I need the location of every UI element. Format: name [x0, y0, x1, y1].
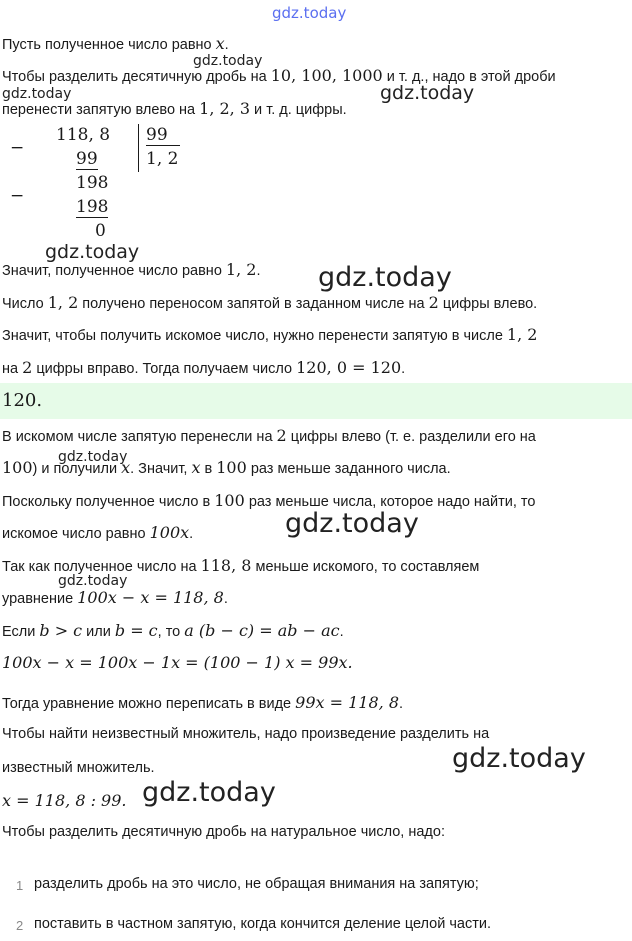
text: . Значит,: [130, 461, 192, 477]
watermark-top: gdz.today: [272, 4, 347, 22]
text: В искомом числе запятую перенесли на: [2, 429, 277, 445]
watermark: gdz.today: [2, 86, 72, 102]
division-remainder: 198: [76, 173, 109, 193]
math: x = 118, 8 : 99.: [2, 791, 127, 810]
text: Значит, полученное число равно: [2, 263, 226, 279]
text: Поскольку полученное число в: [2, 494, 215, 510]
text: .: [339, 624, 344, 640]
text: в: [200, 461, 217, 477]
list-number: 1: [16, 878, 24, 893]
text: .: [401, 361, 406, 377]
math: 100x − x = 118, 8: [77, 588, 224, 607]
watermark: gdz.today: [380, 82, 475, 104]
text: Чтобы разделить десятичную дробь на: [2, 69, 271, 85]
text: .: [256, 263, 261, 279]
division-bar: [138, 124, 139, 172]
text: меньше искомого, то составляем: [251, 559, 480, 575]
text: Так как полученное число на: [2, 559, 201, 575]
text: Тогда уравнение можно переписать в виде: [2, 696, 296, 712]
answer-band: [0, 383, 632, 419]
watermark: gdz.today: [193, 53, 263, 69]
paragraph: [2, 693, 403, 712]
division-remainder: 0: [95, 221, 106, 241]
text: .: [399, 696, 404, 712]
math: 99x = 118, 8: [295, 693, 400, 712]
answer: 120.: [2, 390, 43, 411]
list-text: разделить дробь на это число, не обращая внимания на запятую;: [34, 876, 479, 892]
text: и т. д., надо в этой дроби: [382, 69, 556, 85]
paragraph: [2, 523, 193, 542]
paragraph: [2, 621, 344, 640]
text: Пусть полученное число равно: [2, 37, 216, 53]
text: .: [223, 591, 228, 607]
math: 100x: [149, 523, 190, 542]
paragraph: [2, 260, 260, 279]
text: .: [189, 526, 194, 542]
text: уравнение: [2, 591, 78, 607]
math: 2: [276, 426, 287, 445]
math: b = c: [114, 621, 158, 640]
paragraph: [2, 34, 229, 53]
watermark: gdz.today: [45, 241, 140, 263]
paragraph: [2, 791, 127, 810]
math: 2: [428, 293, 439, 312]
text: перенести запятую влево на: [2, 102, 200, 118]
math: x: [121, 458, 131, 477]
division-minus: −: [10, 138, 25, 158]
division-minus: −: [10, 186, 25, 206]
math: 1, 2: [47, 293, 79, 312]
text: Чтобы разделить десятичную дробь на натуральное число, надо:: [2, 824, 445, 840]
watermark: gdz.today: [452, 743, 586, 774]
paragraph: [2, 653, 353, 672]
text: раз меньше заданного числа.: [246, 461, 451, 477]
text: или: [82, 624, 115, 640]
text: цифры вправо. Тогда получаем число: [32, 361, 297, 377]
paragraph: [2, 358, 405, 377]
list-number: 2: [16, 918, 24, 933]
math: 2: [22, 358, 33, 377]
division-dividend: 118, 8: [56, 125, 111, 145]
paragraph: [2, 293, 537, 312]
math: a (b − c) = ab − ac: [184, 621, 340, 640]
math: 120, 0 = 120: [296, 358, 402, 377]
paragraph: [2, 824, 445, 840]
watermark: gdz.today: [318, 262, 452, 293]
text: Если: [2, 624, 40, 640]
text: ) и получили: [32, 461, 122, 477]
watermark: gdz.today: [58, 449, 128, 465]
text: Значит, чтобы получить искомое число, нужно перенести запятую в числе: [2, 328, 507, 344]
math: 100: [214, 491, 245, 510]
watermark: gdz.today: [58, 573, 128, 589]
watermark: gdz.today: [285, 508, 419, 539]
text: цифры влево (т. е. разделили его на: [286, 429, 536, 445]
math: 100: [216, 458, 247, 477]
text: , то: [157, 624, 185, 640]
math: 1, 2: [225, 260, 257, 279]
paragraph: [2, 325, 537, 344]
text: получено переносом запятой в заданном числе на: [78, 296, 429, 312]
text: раз меньше числа, которое надо найти, то: [244, 494, 536, 510]
math: 100x − x = 100x − 1x = (100 − 1) x = 99x.: [2, 653, 353, 672]
math: 10, 100, 1000: [270, 66, 383, 85]
paragraph: [2, 726, 489, 742]
math: 100: [2, 458, 33, 477]
division-divisor: 99: [146, 125, 180, 146]
text: Чтобы найти неизвестный множитель, надо произведение разделить на: [2, 726, 490, 742]
paragraph: [2, 760, 155, 776]
division-subtrahend: 99: [76, 149, 98, 169]
paragraph: [2, 556, 479, 575]
division-quotient: 1, 2: [146, 149, 179, 169]
math: b > c: [39, 621, 83, 640]
text: .: [224, 37, 229, 53]
math: x: [215, 34, 225, 53]
division-subtrahend: 198: [76, 197, 109, 217]
list-text: поставить в частном запятую, когда кончится деление целой части.: [34, 916, 491, 932]
math: 118, 8: [200, 556, 252, 575]
text: искомое число равно: [2, 526, 150, 542]
paragraph: [2, 66, 556, 85]
paragraph: [2, 458, 451, 477]
paragraph: [2, 491, 535, 510]
paragraph: [2, 426, 536, 445]
math: 1, 2, 3: [199, 99, 251, 118]
text: известный множитель.: [2, 760, 155, 776]
text: Число: [2, 296, 48, 312]
math: 1, 2: [506, 325, 538, 344]
paragraph: [2, 588, 228, 607]
text: на: [2, 361, 23, 377]
paragraph: [2, 99, 347, 118]
text: и т. д. цифры.: [250, 102, 347, 118]
watermark: gdz.today: [142, 777, 276, 808]
math: x: [191, 458, 201, 477]
text: цифры влево.: [438, 296, 538, 312]
